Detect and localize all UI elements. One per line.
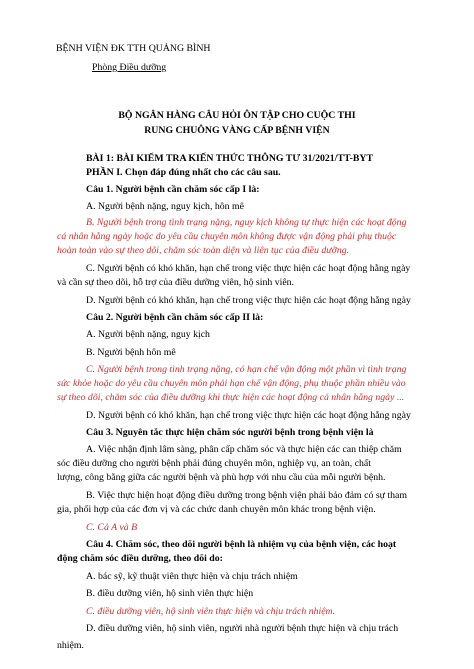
q1-option-c-line1: C. Người bệnh có khó khăn, hạn chế trong việc thực hiện các hoạt động hằng ngày: [86, 263, 411, 274]
question-3: Câu 3. Nguyên tắc thực hiện chăm sóc người bệnh trong bệnh viện là: [86, 427, 374, 438]
q1-option-a: A. Người bệnh nặng, nguy kịch, hôn mê: [86, 201, 244, 212]
doc-title-line2: RUNG CHUÔNG VÀNG CẤP BỆNH VIỆN: [144, 125, 330, 136]
q1-option-b-line3: hoàn toàn vào sự theo dõi, chăm sóc toàn diện và liên tục của điều dưỡng.: [57, 245, 350, 256]
question-1: Câu 1. Người bệnh cần chăm sóc cấp I là:: [86, 184, 260, 195]
q4-option-b: B. điều dưỡng viên, hộ sinh viên thực hiện: [86, 588, 254, 599]
q4-option-a: A. bác sỹ, kỹ thuật viên thực hiện và chịu trách nhiệm: [86, 571, 298, 582]
question-2: Câu 2. Người bệnh cần chăm sóc cấp II là:: [86, 312, 264, 323]
q3-option-a-line3: lượng, công bằng giữa các người bệnh và phù hợp với nhu cầu của mỗi người bệnh.: [57, 472, 386, 483]
q2-option-b: B. Người bệnh hôn mê: [86, 347, 176, 358]
q3-option-b-line2: gia, phối hợp của các đơn vị và các chức danh chuyên môn khác trong bệnh viện.: [57, 504, 376, 515]
hospital-name: BỆNH VIỆN ĐK TTH QUẢNG BÌNH: [56, 43, 211, 54]
q2-option-c-line2: sức khỏe hoặc do yêu cầu chuyên môn phải hạn chế vận động, phụ thuộc phần nhiều vào: [57, 378, 406, 389]
q4-option-d-line1: D. điều dưỡng viên, hộ sinh viên, người nhà người bệnh thực hiện và chịu trách: [86, 623, 399, 634]
q2-option-d: D. Người bệnh có khó khăn, hạn chế trong việc thực hiện các hoạt động hằng ngày: [86, 410, 411, 421]
q2-option-c-line1: C. Người bệnh trong tình trạng nặng, có hạn chế vận động một phần vì tình trạng: [86, 364, 407, 375]
q1-option-d: D. Người bệnh có khó khăn, hạn chế trong việc thực hiện các hoạt động hằng ngày: [86, 295, 411, 306]
doc-title-line1: BỘ NGÂN HÀNG CÂU HỎI ÔN TẬP CHO CUỘC THI: [118, 110, 356, 121]
q3-option-c: C. Cả A và B: [86, 522, 138, 533]
q1-option-c-line2: và cần sự theo dõi, hỗ trợ của điều dưỡng viên, hộ sinh viên.: [57, 277, 295, 288]
q1-option-b-line2: cá nhân hằng ngày hoặc do yêu cầu chuyên môn không được vận động phải phụ thuộc: [57, 231, 397, 242]
q2-option-a: A. Người bệnh nặng, nguy kịch: [86, 329, 210, 340]
q4-option-d-line2: nhiệm.: [57, 640, 84, 651]
q3-option-a-line1: A. Việc nhận định lâm sàng, phân cấp chăm sóc và thực hiện các can thiệp chăm: [86, 444, 402, 455]
q4-option-c: C. điều dưỡng viên, hộ sinh viên thực hiện và chịu trách nhiệm.: [86, 606, 336, 617]
part-heading: PHẦN I. Chọn đáp đúng nhất cho các câu sau.: [86, 167, 281, 178]
question-4-line2: động chăm sóc điều dưỡng, theo dõi do:: [57, 553, 223, 564]
q1-option-b-line1: B. Người bệnh trong tình trạng nặng, nguy kịch không tự thực hiện các hoạt động: [86, 217, 407, 228]
q3-option-b-line1: B. Việc thực hiện hoạt động điều dưỡng trong bệnh viện phải bảo đảm có sự tham: [86, 490, 407, 501]
lesson-title: BÀI 1: BÀI KIỂM TRA KIẾN THỨC THÔNG TƯ 31/2021/TT-BYT: [86, 153, 373, 164]
q3-option-a-line2: sóc điều dưỡng cho người bệnh phải đúng chuyên môn, nghiệp vụ, an toàn, chất: [57, 458, 372, 469]
q2-option-c-line3: sự theo dõi, chăm sóc của điều dưỡng khi thực hiện các hoạt động cá nhân hằng ngày ...: [57, 392, 405, 403]
department-name: Phòng Điều dưỡng: [92, 62, 167, 73]
question-4-line1: Câu 4. Chăm sóc, theo dõi người bệnh là nhiệm vụ của bệnh viện, các hoạt: [86, 539, 397, 550]
